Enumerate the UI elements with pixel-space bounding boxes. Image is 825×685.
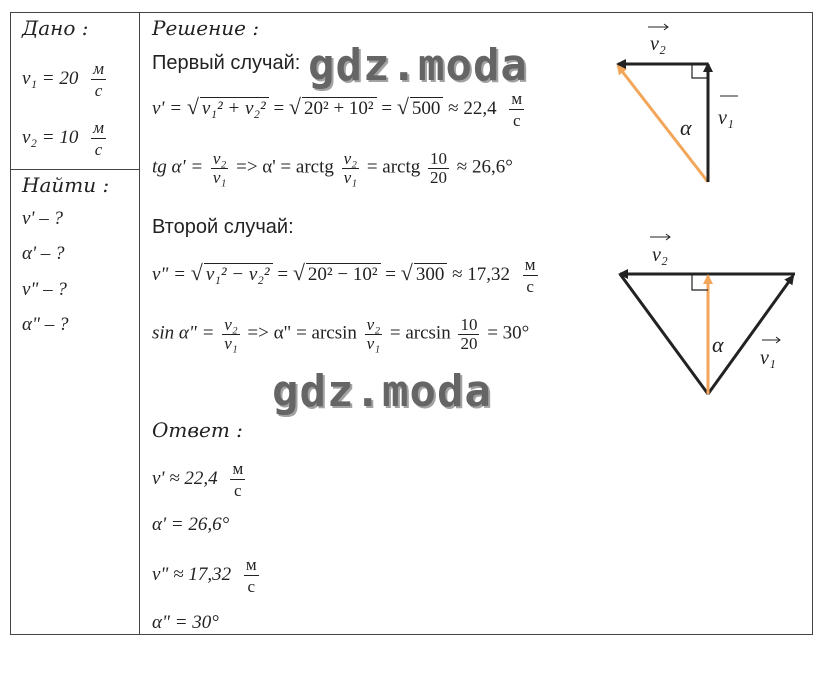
vector-diagram-case1 [600,20,734,190]
answer-v1: v' ≈ 22,4 $\frac{м}{с}$ [152,459,244,501]
solution-header: Решение : [152,16,260,40]
right-angle-mark [692,274,708,290]
case1-speed-formula: v' = √ v₁² + v₂² = √ 20² + 10² = √ 500 ≈ 22,4 $\frac{м}{с}$ [152,89,523,131]
column-divider [139,12,140,635]
find-item: α' – ? [22,243,65,264]
given-find-divider [10,169,140,170]
right-angle-mark [692,64,708,78]
find-item: α" – ? [22,314,69,335]
left-side-line [620,274,708,394]
vector-diagram-case2 [600,232,815,402]
diagram1-label-v1: v₁ [718,107,734,129]
case2-speed-formula: v" = √ v₁² − v₂² = √ 20² − 10² = √ 300 ≈ 17,32 $\frac{м}{с}$ [152,255,536,297]
case1-angle-formula: tg α' = $\frac{\text{v₂}}{\text{v₁}}$ => α' = arctg $\frac{\text{v₂}}{\text{v₁}}$ = arctg $\frac{10}{20}$ ≈ 26,6° [152,149,513,187]
diagram2-label-alpha: α [712,332,724,357]
answer-alpha2: α" = 30° [152,612,219,633]
case2-title: Второй случай: [152,216,294,238]
find-item: v" – ? [22,279,67,300]
resultant-vector-arrow [618,66,708,182]
given-v2: v₂ = 10 $\frac{м}{с}$ [22,118,104,160]
diagram2-label-v1: v₁ [760,347,776,369]
answer-header: Ответ : [152,418,243,442]
diagram2-label-v2: v₂ [652,244,668,266]
case1-title: Первый случай: [152,52,301,74]
watermark: gdz.moda [272,366,492,417]
given-header: Дано : [22,16,89,40]
watermark: gdz.moda [308,40,528,91]
answer-alpha1: α' = 26,6° [152,514,230,535]
find-item: v' – ? [22,208,63,229]
answer-v2: v" ≈ 17,32 $\frac{м}{с}$ [152,555,257,597]
diagram1-label-v2: v₂ [650,33,666,55]
case2-angle-formula: sin α" = $\frac{\text{v₂}}{\text{v₁}}$ => α" = arcsin $\frac{\text{v₂}}{\text{v₁}}$ = arcsin $\frac{10}{20}$ = 30° [152,315,530,353]
given-v1: v₁ = 20 $\frac{м}{с}$ [22,59,104,101]
diagram1-label-alpha: α [680,115,692,140]
find-header: Найти : [22,173,110,197]
